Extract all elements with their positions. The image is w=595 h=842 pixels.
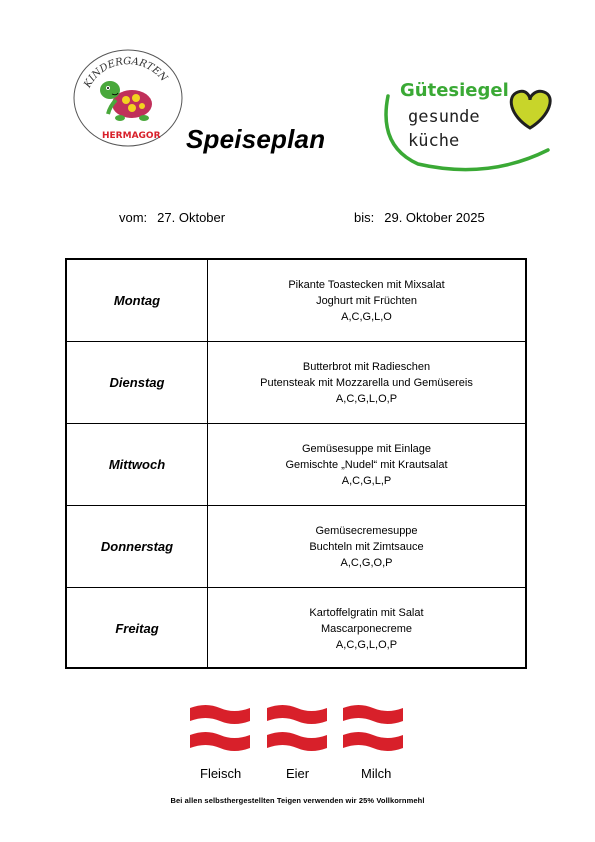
- menu-row-freitag: [67, 588, 525, 669]
- dish-line: Kartoffelgratin mit Salat: [309, 606, 424, 619]
- dish-line: Butterbrot mit Radieschen: [302, 360, 431, 373]
- flag-label-eier: Eier: [286, 766, 310, 781]
- kindergarten-arc-text: KINDERGARTEN: [82, 56, 170, 90]
- kindergarten-logo: [72, 48, 184, 148]
- date-from-label: vom:: [119, 210, 148, 225]
- date-from-value: 27. Oktober: [157, 210, 226, 225]
- day-name: Freitag: [67, 588, 208, 669]
- date-from: [119, 210, 225, 225]
- footer-note: Bei allen selbsthergestellten Teigen verwenden wir 25% Vollkornmehl: [170, 796, 425, 805]
- date-to-value: 29. Oktober 2025: [384, 210, 485, 225]
- dish-list: [208, 588, 525, 669]
- day-name: Dienstag: [67, 342, 208, 423]
- heart-icon: [511, 91, 550, 128]
- dish-list: [208, 506, 525, 587]
- allergen-codes: A,C,G,O,P: [340, 556, 393, 569]
- dish-list: [208, 342, 525, 423]
- flag-label-milch: Milch: [361, 766, 392, 781]
- dish-line: Buchteln mit Zimtsauce: [309, 540, 424, 553]
- svg-text:KINDERGARTEN: [82, 56, 170, 91]
- dish-line: Gemüsecremesuppe: [315, 524, 418, 537]
- dish-line: Gemischte „Nudel“ mit Krautsalat: [285, 458, 448, 471]
- menu-row-montag: [67, 260, 525, 342]
- flag-label-fleisch: Fleisch: [200, 766, 242, 781]
- day-name: Donnerstag: [67, 506, 208, 587]
- date-to-label: bis:: [354, 210, 375, 225]
- dish-line: Joghurt mit Früchten: [316, 294, 417, 307]
- menu-row-mittwoch: [67, 424, 525, 506]
- menu-row-donnerstag: [67, 506, 525, 588]
- dish-line: Gemüsesuppe mit Einlage: [301, 442, 431, 455]
- allergen-codes: A,C,G,L,O: [341, 310, 392, 323]
- austria-flag-icon: [186, 702, 254, 754]
- day-name: Mittwoch: [67, 424, 208, 505]
- seal-line-kueche: küche: [408, 131, 460, 151]
- hermagor-text: HERMAGOR: [102, 131, 161, 141]
- date-to: [354, 210, 485, 225]
- guetesiegel-logo: [378, 76, 556, 172]
- allergen-codes: A,C,G,L,P: [341, 474, 392, 487]
- dish-line: Mascarponecreme: [320, 622, 413, 635]
- dish-line: Pikante Toastecken mit Mixsalat: [288, 278, 445, 291]
- allergen-codes: A,C,G,L,O,P: [335, 392, 398, 405]
- seal-line-gesunde: gesunde: [408, 107, 480, 127]
- austria-flag-icon: [263, 702, 331, 754]
- allergen-codes: A,C,G,L,O,P: [335, 638, 398, 651]
- seal-title: Gütesiegel: [400, 80, 509, 101]
- menu-table: [65, 258, 527, 669]
- austria-flag-icon: [339, 702, 407, 754]
- day-name: Montag: [67, 260, 208, 341]
- page-title: Speiseplan: [186, 124, 326, 154]
- dish-list: [208, 260, 525, 341]
- origin-flags: [0, 702, 595, 762]
- dish-list: [208, 424, 525, 505]
- dish-line: Putensteak mit Mozzarella und Gemüsereis: [260, 376, 473, 389]
- menu-row-dienstag: [67, 342, 525, 424]
